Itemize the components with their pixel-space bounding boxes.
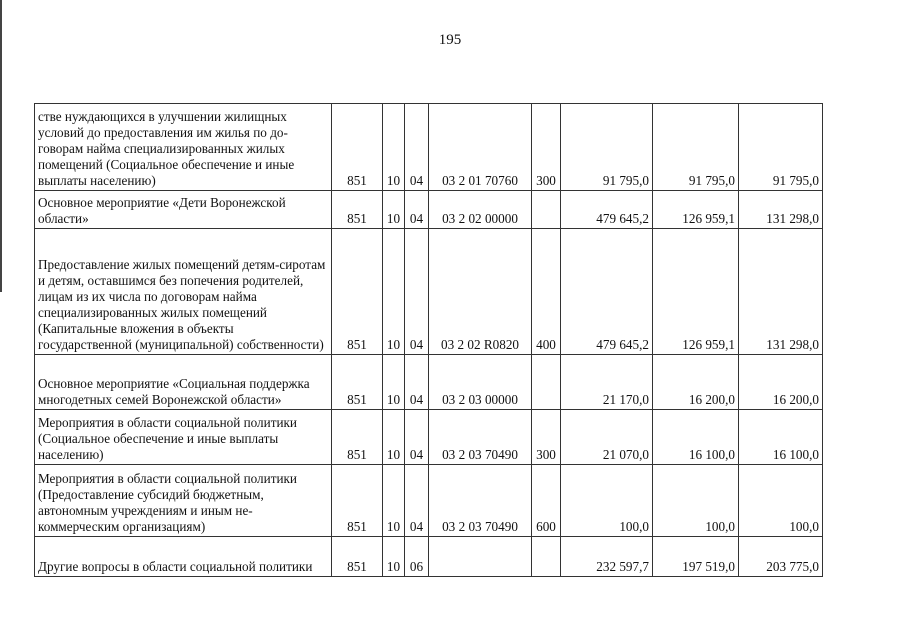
cell-year1: 479 645,2 bbox=[561, 191, 653, 229]
cell-csr: 03 2 03 70490 bbox=[429, 410, 532, 465]
cell-rz: 10 bbox=[383, 537, 405, 577]
row-name: Мероприятия в области социальной политики (Социальное обеспечение и иные выплаты населению) bbox=[35, 410, 332, 465]
cell-pr: 04 bbox=[405, 229, 429, 355]
cell-year1: 232 597,7 bbox=[561, 537, 653, 577]
table-row bbox=[35, 191, 823, 229]
cell-grbs: 851 bbox=[332, 537, 383, 577]
cell-year3: 16 100,0 bbox=[739, 410, 823, 465]
cell-year1: 479 645,2 bbox=[561, 229, 653, 355]
cell-grbs: 851 bbox=[332, 104, 383, 191]
cell-csr bbox=[429, 537, 532, 577]
cell-pr: 04 bbox=[405, 465, 429, 537]
table-row bbox=[35, 355, 823, 410]
cell-year1: 21 070,0 bbox=[561, 410, 653, 465]
cell-vr: 300 bbox=[532, 410, 561, 465]
cell-year3: 100,0 bbox=[739, 465, 823, 537]
cell-vr bbox=[532, 537, 561, 577]
row-name: стве нуждающихся в улучшении жилищных условий до предоставления им жилья по договорам найма специализированных жилых помещений (Социальное обеспечение и иные выплаты населению) bbox=[35, 104, 332, 191]
cell-csr: 03 2 02 R0820 bbox=[429, 229, 532, 355]
cell-year2: 126 959,1 bbox=[653, 191, 739, 229]
cell-vr bbox=[532, 191, 561, 229]
cell-pr: 04 bbox=[405, 104, 429, 191]
table-row bbox=[35, 104, 823, 191]
cell-year3: 131 298,0 bbox=[739, 191, 823, 229]
cell-pr: 04 bbox=[405, 410, 429, 465]
cell-grbs: 851 bbox=[332, 465, 383, 537]
cell-year2: 91 795,0 bbox=[653, 104, 739, 191]
cell-rz: 10 bbox=[383, 410, 405, 465]
cell-year2: 126 959,1 bbox=[653, 229, 739, 355]
cell-year3: 91 795,0 bbox=[739, 104, 823, 191]
table-row bbox=[35, 229, 823, 355]
cell-grbs: 851 bbox=[332, 410, 383, 465]
cell-vr: 300 bbox=[532, 104, 561, 191]
cell-pr: 06 bbox=[405, 537, 429, 577]
cell-year2: 100,0 bbox=[653, 465, 739, 537]
cell-rz: 10 bbox=[383, 355, 405, 410]
budget-table bbox=[34, 103, 823, 577]
page-number: 195 bbox=[438, 32, 462, 48]
cell-grbs: 851 bbox=[332, 355, 383, 410]
cell-year2: 16 100,0 bbox=[653, 410, 739, 465]
cell-vr: 600 bbox=[532, 465, 561, 537]
table-row bbox=[35, 465, 823, 537]
row-name: Мероприятия в области социальной политики (Предоставление субсидий бюджетным, автономным учреждениям и иным некоммерческим организациям) bbox=[35, 465, 332, 537]
cell-grbs: 851 bbox=[332, 191, 383, 229]
cell-year3: 16 200,0 bbox=[739, 355, 823, 410]
row-name: Основное мероприятие «Социальная поддержка многодетных семей Воронежской области» bbox=[35, 355, 332, 410]
cell-rz: 10 bbox=[383, 465, 405, 537]
cell-year2: 197 519,0 bbox=[653, 537, 739, 577]
cell-year1: 100,0 bbox=[561, 465, 653, 537]
cell-vr bbox=[532, 355, 561, 410]
cell-csr: 03 2 02 00000 bbox=[429, 191, 532, 229]
row-name: Другие вопросы в области социальной политики bbox=[35, 537, 332, 577]
table-row bbox=[35, 410, 823, 465]
cell-vr: 400 bbox=[532, 229, 561, 355]
cell-year3: 203 775,0 bbox=[739, 537, 823, 577]
cell-year2: 16 200,0 bbox=[653, 355, 739, 410]
cell-pr: 04 bbox=[405, 191, 429, 229]
cell-csr: 03 2 03 70490 bbox=[429, 465, 532, 537]
cell-pr: 04 bbox=[405, 355, 429, 410]
cell-csr: 03 2 03 00000 bbox=[429, 355, 532, 410]
row-name: Предоставление жилых помещений детям-сиротам и детям, оставшимся без попечения родителей, лицам из их числа по договорам найма специализированных жилых помещений (Капитальные вложения в объекты государственной (муниципальной) собственности) bbox=[35, 229, 332, 355]
row-name: Основное мероприятие «Дети Воронежской области» bbox=[35, 191, 332, 229]
cell-year1: 91 795,0 bbox=[561, 104, 653, 191]
table-row bbox=[35, 537, 823, 577]
cell-rz: 10 bbox=[383, 229, 405, 355]
cell-grbs: 851 bbox=[332, 229, 383, 355]
cell-rz: 10 bbox=[383, 104, 405, 191]
cell-csr: 03 2 01 70760 bbox=[429, 104, 532, 191]
cell-year1: 21 170,0 bbox=[561, 355, 653, 410]
cell-year3: 131 298,0 bbox=[739, 229, 823, 355]
cell-rz: 10 bbox=[383, 191, 405, 229]
